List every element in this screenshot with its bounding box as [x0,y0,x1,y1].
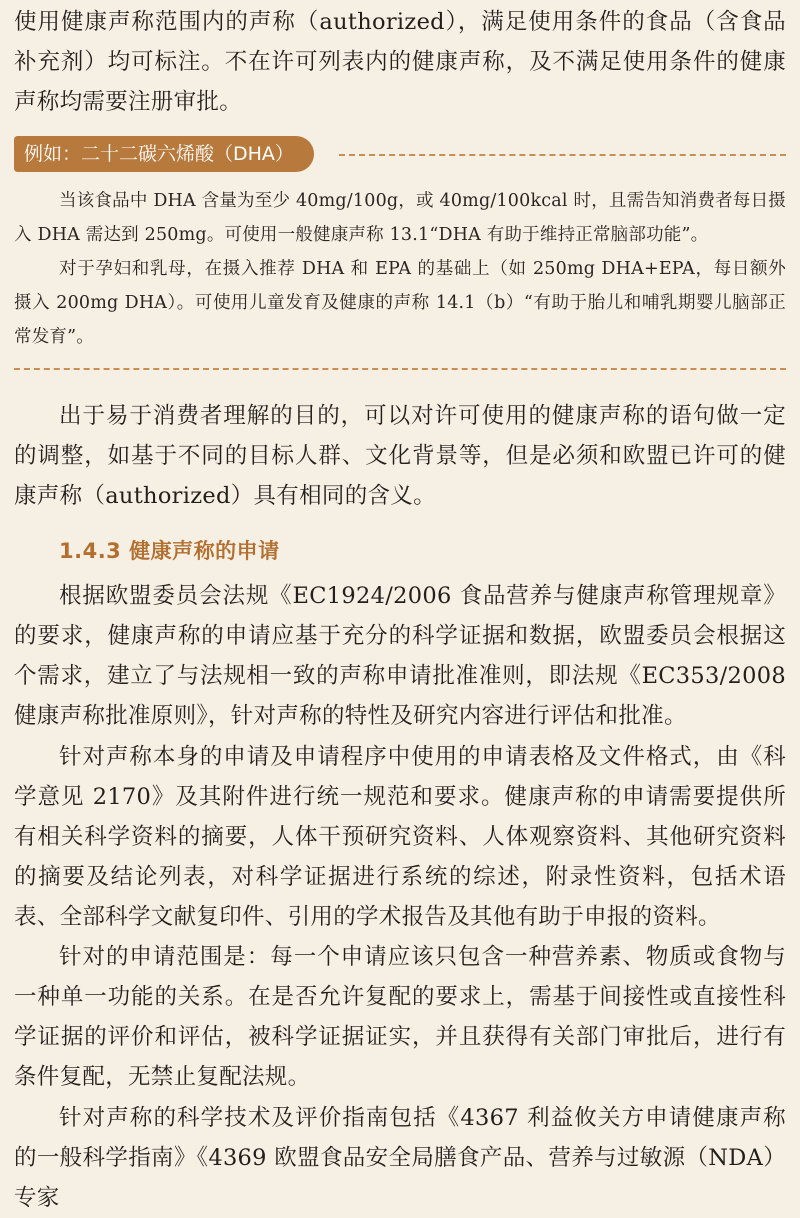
dashed-divider-top [339,154,786,156]
example-label: 例如：二十二碳六烯酸（DHA） [14,136,314,172]
section-paragraph-2: 针对声称本身的申请及申请程序中使用的申请表格及文件格式，由《科学意见 2170》及其附件进行统一规范和要求。健康声称的申请需要提供所有相关科学资料的摘要，人体干预研究资料、人体观察资料、其他研究资料的摘要及结论列表，对科学证据进行系统的综述，附录性资料，包括术语表、全部科学文献复印件、引用的学术报告及其他有助于申报的资料。 [14,744,786,930]
example-paragraph-dha: 当该食品中 DHA 含量为至少 40mg/100g，或 40mg/100kcal 时，且需告知消费者每日摄入 DHA 需达到 250mg。可使用一般健康声称 13.1“DHA 有助于维持正常脑部功能”。 [14,191,786,245]
section-paragraph-1: 根据欧盟委员会法规《EC1924/2006 食品营养与健康声称管理规章》的要求，健康声称的申请应基于充分的科学证据和数据，欧盟委员会根据这个需求，建立了与法规相一致的声称申请批准准则，即法规《EC353/2008 健康声称批准原则》，针对声称的特性及研究内容进行评估和批准。 [14,583,794,729]
intro-paragraph: 使用健康声称范围内的声称（authorized），满足使用条件的食品（含食品补充剂）均可标注。不在许可列表内的健康声称，及不满足使用条件的健康声称均需要注册审批。 [14,9,786,115]
example-paragraph-pregnant: 对于孕妇和乳母，在摄入推荐 DHA 和 EPA 的基础上（如 250mg DHA+EPA，每日额外摄入 200mg DHA）。可使用儿童发育及健康的声称 14.1（b）“有助于胎儿和哺乳期婴儿脑部正常发育”。 [14,259,786,347]
section-heading: 1.4.3 健康声称的申请 [59,539,280,563]
example-banner [14,136,786,174]
dashed-divider-bottom [14,368,786,370]
adjust-paragraph: 出于易于消费者理解的目的，可以对许可使用的健康声称的语句做一定的调整，如基于不同的目标人群、文化背景等，但是必须和欧盟已许可的健康声称（authorized）具有相同的含义。 [14,403,786,509]
section-paragraph-4: 针对声称的科学技术及评价指南包括《4367 利益攸关方申请健康声称的一般科学指南》《4369 欧盟食品安全局膳食产品、营养与过敏源（NDA）专家 [14,1105,786,1211]
section-paragraph-3: 针对的申请范围是：每一个申请应该只包含一种营养素、物质或食物与一种单一功能的关系。在是否允许复配的要求上，需基于间接性或直接性科学证据的评价和评估，被科学证据证实，并且获得有关部门审批后，进行有条件复配，无禁止复配法规。 [14,944,786,1090]
